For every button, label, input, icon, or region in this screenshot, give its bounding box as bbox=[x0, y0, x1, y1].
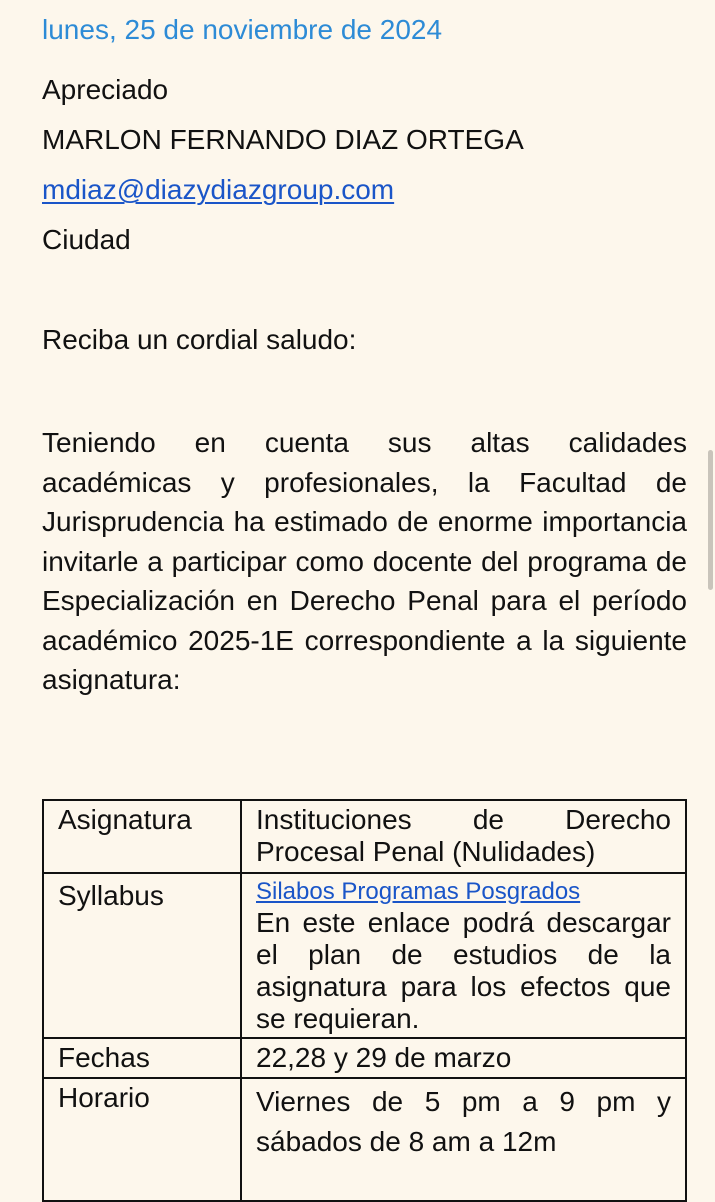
scrollbar[interactable] bbox=[708, 450, 713, 590]
row-value-asignatura: Instituciones de Derecho Procesal Penal (Nulidades) bbox=[241, 800, 686, 873]
row-label-syllabus: Syllabus bbox=[43, 873, 241, 1038]
row-label-horario: Horario bbox=[43, 1078, 241, 1201]
recipient-email-link[interactable]: mdiaz@diazydiazgroup.com bbox=[42, 174, 395, 205]
recipient-city: Ciudad bbox=[42, 224, 131, 255]
greeting: Reciba un cordial saludo: bbox=[42, 324, 357, 355]
row-label-asignatura: Asignatura bbox=[43, 800, 241, 873]
row-label-fechas: Fechas bbox=[43, 1038, 241, 1078]
salutation: Apreciado bbox=[42, 74, 169, 105]
row-value-horario: Viernes de 5 pm a 9 pm y sábados de 8 am a 12m bbox=[241, 1078, 686, 1201]
table-row bbox=[43, 1078, 686, 1201]
recipient-name: MARLON FERNANDO DIAZ ORTEGA bbox=[42, 124, 524, 155]
table-row bbox=[43, 800, 686, 873]
syllabus-link[interactable]: Silabos Programas Posgrados bbox=[256, 878, 581, 905]
row-value-syllabus bbox=[241, 873, 686, 1038]
letter-date: lunes, 25 de noviembre de 2024 bbox=[42, 14, 443, 45]
table-row bbox=[43, 1038, 686, 1078]
course-details-table bbox=[42, 799, 687, 1202]
letter-body: Teniendo en cuenta sus altas calidades académicas y profesionales, la Facultad de Jurisprudencia ha estimado de enorme importancia invitarle a participar como docente del programa de Especialización en Derecho Penal para el período académico 2025-1E correspondiente a la siguiente asignatura: bbox=[42, 427, 687, 695]
table-row bbox=[43, 873, 686, 1038]
syllabus-description: En este enlace podrá descargar el plan de estudios de la asignatura para los efectos que se requieran. bbox=[256, 907, 671, 1034]
row-value-fechas: 22,28 y 29 de marzo bbox=[241, 1038, 686, 1078]
